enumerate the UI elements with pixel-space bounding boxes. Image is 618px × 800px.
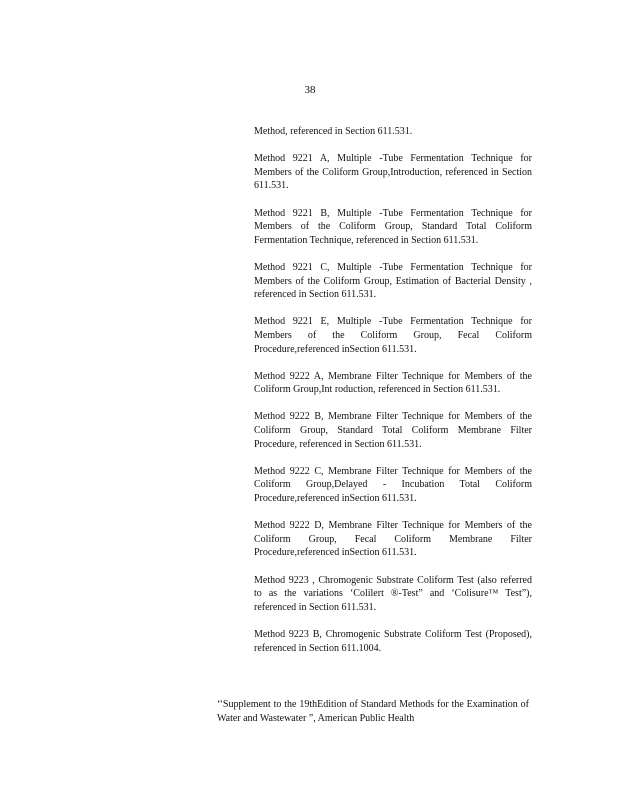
- page-number: 38: [304, 84, 316, 96]
- method-reference: Method 9221 A, Multiple -Tube Fermentation Technique for Members of the Coliform Group,Introduction, referenced in Section 611.531.: [254, 153, 532, 192]
- method-reference: Method 9221 C, Multiple -Tube Fermentation Technique for Members of the Coliform Group, Estimation of Bacterial Density , referenced in Section 611.531.: [254, 261, 532, 301]
- method-reference: Method 9221 E, Multiple -Tube Fermentation Technique for Members of the Coliform Group, Fecal Coliform Procedure,referenced inSection 611.531.: [254, 316, 532, 355]
- method-reference: Method 9222 C, Membrane Filter Technique for Members of the Coliform Group,Delayed - Incubation Total Coliform Procedure,referenced inSection 611.531.: [254, 465, 532, 505]
- method-reference: Method 9221 B, Multiple -Tube Fermentation Technique for Members of the Coliform Group, Standard Total Coliform Fermentation Technique, referenced in Section 611.531.: [254, 207, 532, 246]
- method-reference: Method 9222 D, Membrane Filter Technique for Members of the Coliform Group, Fecal Coliform Membrane Filter Procedure,referenced inSection 611.531.: [254, 520, 532, 559]
- method-reference: Method 9222 B, Membrane Filter Technique for Members of the Coliform Group, Standard Total Coliform Membrane Filter Procedure, referenced in Section 611.531.: [254, 411, 532, 450]
- method-reference: Method 9222 A, Membrane Filter Technique for Members of the Coliform Group,Int roduction, referenced in Section 611.531.: [254, 370, 532, 396]
- method-reference: Method 9223 B, Chromogenic Substrate Coliform Test (Proposed), referenced in Section 611.1004.: [254, 628, 532, 654]
- method-reference: Method 9223 , Chromogenic Substrate Coliform Test (also referred to as the variations ‘Colilert ®-Test” and ‘Colisure™ Test”), referenced in Section 611.531.: [254, 574, 532, 613]
- method-reference-list: [254, 125, 532, 669]
- method-reference: Method, referenced in Section 611.531.: [254, 126, 413, 137]
- supplement-citation: ‘‘Supplement to the 19thEdition of Standard Methods for the Examination of Water and Wastewater ”, American Public Health: [217, 699, 529, 724]
